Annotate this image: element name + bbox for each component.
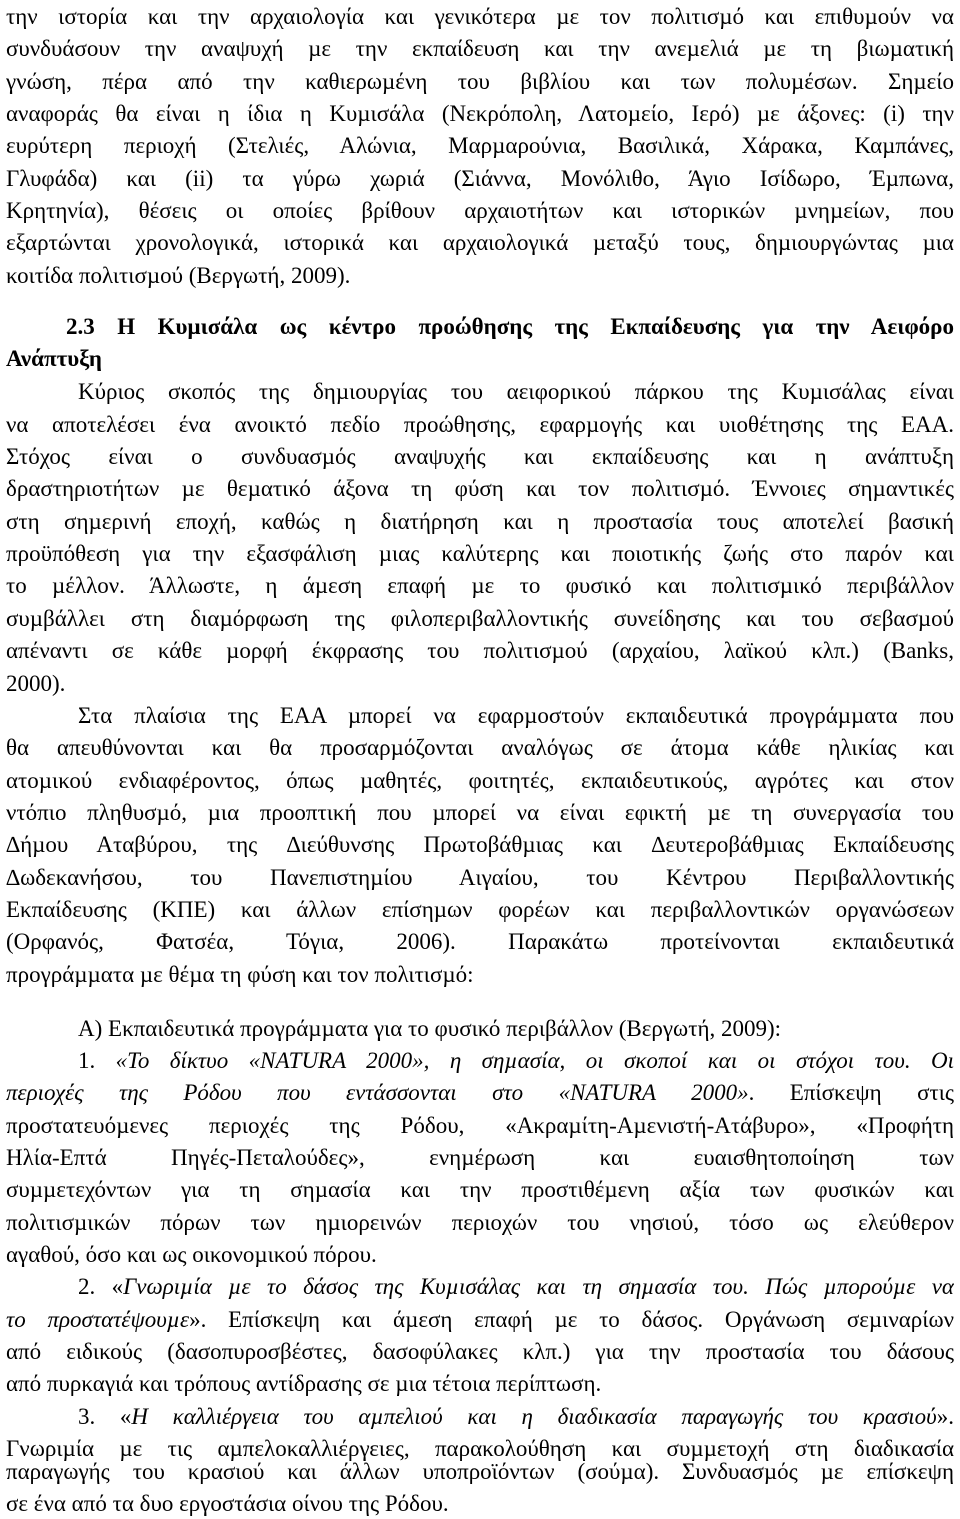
list-item-title <box>78 1402 954 1432</box>
list-item-text: ». Επίσκεψη και άµεση επαφή µε το δάσος. Οργάνωση σεµιναρίων <box>189 1307 954 1332</box>
text-line: συµµετεχόντων για τη σηµασία και την προστιθέµενη αξία των φυσικών και <box>6 1177 954 1202</box>
text-line: παραγωγής του κρασιού και άλλων υποπροϊόντων (σούµα). Συνδυασµός µε επίσκεψη <box>6 1459 954 1484</box>
section-heading-cont: Ανάπτυξη <box>6 346 102 371</box>
list-item-title-cont <box>6 1305 954 1335</box>
text-line: συµβάλλει στη διαµόρφωση της φιλοπεριβαλλοντικής συνείδησης και του σεβασµού <box>6 606 954 631</box>
text-line: στη σηµερινή εποχή, καθώς η διατήρηση και η προστασία τους αποτελεί βασική <box>6 509 954 534</box>
quote-mark: « <box>111 1274 124 1299</box>
list-item-number: 3. <box>78 1404 96 1429</box>
list-item-title-italic: περιοχές της Ρόδου που εντάσσονται στο «NATURA 2000» <box>6 1080 749 1105</box>
text-line: αναφοράς θα είναι η ίδια η Κυµισάλα (Νεκρόπολη, Λατοµείο, Ιερό) µε άξονες: (i) την <box>6 101 954 126</box>
text-line: Στα πλαίσια της ΕΑΑ µπορεί να εφαρµοστούν εκπαιδευτικά προγράµµατα που <box>78 703 954 728</box>
list-item-title-italic: Η καλλιέργεια του αµπελιού και η διαδικασία παραγωγής του κρασιού <box>131 1404 937 1429</box>
text-line: ντόπιο πληθυσµό, µια προοπτική που µπορεί να είναι εφικτή µε τη συνεργασία του <box>6 800 954 825</box>
list-item-title-italic: Γνωριµία µε το δάσος της Κυµισάλας και τη σηµασία του. Πώς µπορούµε να <box>123 1274 954 1299</box>
text-line: ευρύτερη περιοχή (Στελιές, Αλώνια, Μαρµαρούνια, Βασιλικά, Χάρακα, Καµπάνες, <box>6 133 954 158</box>
text-line: κοιτίδα πολιτισµού (Βεργωτή, 2009). <box>6 263 351 288</box>
text-line: ∆ωδεκανήσου, του Πανεπιστηµίου Αιγαίου, του Κέντρου Περιβαλλοντικής <box>6 865 954 890</box>
text-line: εξαρτώνται χρονολογικά, ιστορικά και αρχαιολογικά µεταξύ τους, δηµιουργώντας µια <box>6 230 954 255</box>
text-line: πολιτισµικών πόρων των ηµιορεινών περιοχών του νησιού, τόσο ως ελεύθερον <box>6 1210 954 1235</box>
text-line: (Ορφανός, Φατσέα, Τόγια, 2006). Παρακάτω προτείνονται εκπαιδευτικά <box>6 929 954 954</box>
text-line: συνδυάσουν την αναψυχή µε την εκπαίδευση και την ανεµελιά µε τη βιωµατική <box>6 36 954 61</box>
text-line: γνώση, πέρα από την καθιερωµένη του βιβλίου και των πολυµέσων. Σηµείο <box>6 69 954 94</box>
text-line: από ειδικούς (δασοπυροσβέστες, δασοφύλακες κλπ.) για την προστασία του δάσους <box>6 1339 954 1364</box>
text-line: Κύριος σκοπός της δηµιουργίας του αειφορικού πάρκου της Κυµισάλας είναι <box>78 379 954 404</box>
list-item-title <box>78 1046 954 1076</box>
text-line: προϋπόθεση για την εξασφάλιση µιας καλύτερης και ποιοτικής ζωής στο παρόν και <box>6 541 954 566</box>
section-heading: 2.3 Η Κυµισάλα ως κέντρο προώθησης της Εκπαίδευσης για την Αειφόρο <box>66 314 954 339</box>
text-line: από πυρκαγιά και τρόπους αντίδρασης σε µια τέτοια περίπτωση. <box>6 1371 602 1396</box>
text-line: ατοµικού ενδιαφέροντος, όπως µαθητές, φοιτητές, εκπαιδευτικούς, αγρότες και στον <box>6 768 954 793</box>
text-line: θα απευθύνονται και θα προσαρµόζονται αναλόγως σε άτοµα κάθε ηλικίας και <box>6 735 954 760</box>
text-line: σε ένα από τα δυο εργοστάσια οίνου της Ρόδου. <box>6 1491 449 1516</box>
quote-mark: « <box>119 1404 132 1429</box>
text-line: δραστηριοτήτων µε θεµατικό άξονα τη φύση και τον πολιτισµό. Έννοιες σηµαντικές <box>6 476 954 501</box>
list-item-title-italic: «Το δίκτυο «NATURA 2000», η σηµασία, οι σκοποί και οι στόχοι του. Οι <box>115 1048 954 1073</box>
text-line: Εκπαίδευσης (ΚΠΕ) και άλλων επίσηµων φορέων και περιβαλλοντικών οργανώσεων <box>6 897 954 922</box>
text-line: την ιστορία και την αρχαιολογία και γενικότερα µε τον πολιτισµό και επιθυµούν να <box>6 4 954 29</box>
list-item-text: . Επίσκεψη στις <box>748 1080 954 1105</box>
list-item-number: 2. <box>78 1274 96 1299</box>
list-item-title <box>78 1272 954 1302</box>
text-line: 2000). <box>6 671 66 696</box>
text-line: το µέλλον. Άλλωστε, η άµεση επαφή µε το φυσικό και πολιτισµικό περιβάλλον <box>6 573 954 598</box>
text-line: αγαθού, όσο και ως οικονοµικού πόρου. <box>6 1242 377 1267</box>
list-title: Α) Εκπαιδευτικά προγράµµατα για το φυσικό περιβάλλον (Βεργωτή, 2009): <box>78 1016 782 1041</box>
text-line: Γνωριµία µε τις αµπελοκαλλιέργειες, παρακολούθηση και συµµετοχή στη διαδικασία <box>6 1436 954 1461</box>
text-line: Ηλία-Επτά Πηγές-Πεταλούδες», ενηµέρωση και ευαισθητοποίηση των <box>6 1145 954 1170</box>
text-line: προγράµµατα µε θέµα τη φύση και τον πολιτισµό: <box>6 962 474 987</box>
text-line: να αποτελέσει ένα ανοικτό πεδίο προώθησης, εφαρµογής και υιοθέτησης της ΕΑΑ. <box>6 412 954 437</box>
list-item-title-italic: το προστατέψουµε <box>6 1307 190 1332</box>
text-line: Γλυφάδα) και (ii) τα γύρω χωριά (Σιάννα, Μονόλιθο, Άγιο Ισίδωρο, Έµπωνα, <box>6 166 954 191</box>
list-item-number: 1. <box>78 1048 96 1073</box>
list-item-title-cont <box>6 1078 954 1108</box>
text-line: Στόχος είναι ο συνδυασµός αναψυχής και εκπαίδευσης και η ανάπτυξη <box>6 444 954 469</box>
text-line: προστατευόµενες περιοχές της Ρόδου, «Ακραµίτη-Αµενιστή-Ατάβυρο», «Προφήτη <box>6 1113 954 1138</box>
list-item-text: ». <box>936 1404 954 1429</box>
text-line: απέναντι σε κάθε µορφή έκφρασης του πολιτισµού (αρχαίου, λαϊκού κλπ.) (Banks, <box>6 638 954 663</box>
text-line: ∆ήµου Αταβύρου, της ∆ιεύθυνσης Πρωτοβάθµιας και ∆ευτεροβάθµιας Εκπαίδευσης <box>6 832 954 857</box>
text-line: Κρητηνία), θέσεις οι οποίες βρίθουν αρχαιοτήτων και ιστορικών µνηµείων, που <box>6 198 954 223</box>
